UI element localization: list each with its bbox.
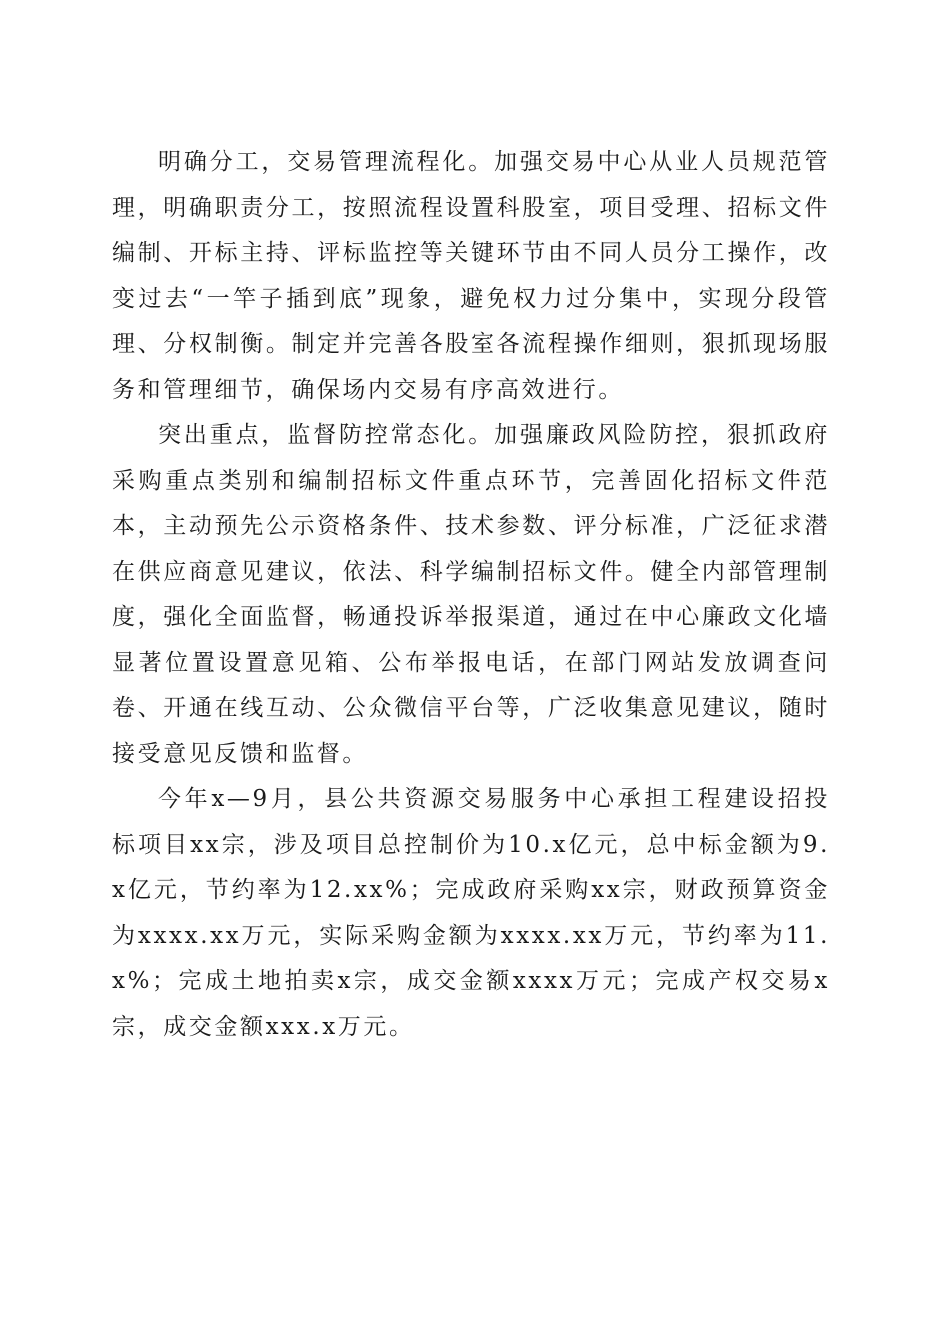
document-body [112, 140, 830, 1050]
paragraph-division-of-labor: 明确分工，交易管理流程化。加强交易中心从业人员规范管理，明确职责分工，按照流程设置科股室，项目受理、招标文件编制、开标主持、评标监控等关键环节由不同人员分工操作，改变过去“一竿子插到底”现象，避免权力过分集中，实现分段管理、分权制衡。制定并完善各股室各流程操作细则，狠抓现场服务和管理细节，确保场内交易有序高效进行。 [112, 149, 830, 403]
paragraph-statistics: 今年x—9月，县公共资源交易服务中心承担工程建设招投标项目xx宗，涉及项目总控制价为10.x亿元，总中标金额为9.x亿元，节约率为12.xx%；完成政府采购xx宗，财政预算资金为xxxx.xx万元，实际采购金额为xxxx.xx万元，节约率为11.x%；完成土地拍卖x宗，成交金额xxxx万元；完成产权交易x宗，成交金额xxx.x万元。 [112, 786, 830, 1040]
paragraph-supervision: 突出重点，监督防控常态化。加强廉政风险防控，狠抓政府采购重点类别和编制招标文件重点环节，完善固化招标文件范本，主动预先公示资格条件、技术参数、评分标准，广泛征求潜在供应商意见建议，依法、科学编制招标文件。健全内部管理制度，强化全面监督，畅通投诉举报渠道，通过在中心廉政文化墙显著位置设置意见箱、公布举报电话，在部门网站发放调查问卷、开通在线互动、公众微信平台等，广泛收集意见建议，随时接受意见反馈和监督。 [112, 422, 830, 767]
